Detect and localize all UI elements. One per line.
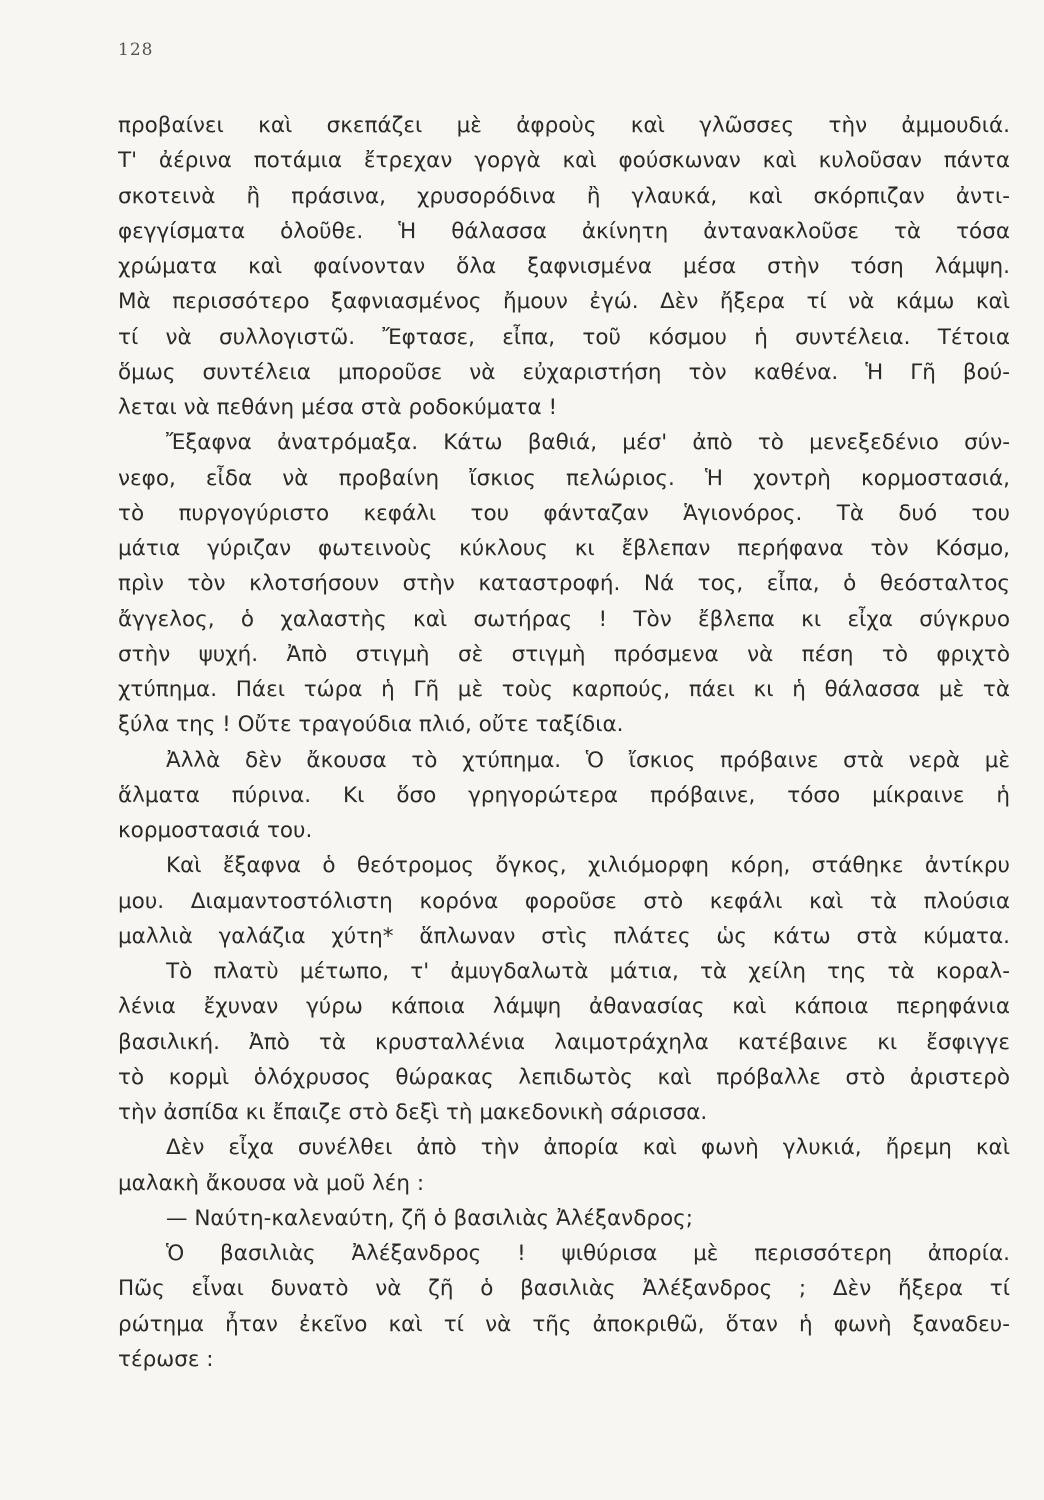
text-line: τὴν ἀσπίδα κι ἔπαιζε στὸ δεξὶ τὴ μακεδονικὴ σάρισσα. <box>118 1100 708 1125</box>
text-line: προβαίνει καὶ σκεπάζει μὲ ἀφροὺς καὶ γλῶσσες τὴν ἀμμουδιά. <box>118 113 1010 138</box>
text-line: Τ' ἀέρινα ποτάμια ἔτρεχαν γοργὰ καὶ φούσκωναν καὶ κυλοῦσαν πάντα <box>118 148 1010 174</box>
text-line: ὅμως συντέλεια μποροῦσε νὰ εὐχαριστήση τὸν καθένα. Ἡ Γῆ βού- <box>118 359 1010 385</box>
text-line: ἄγγελος, ὁ χαλαστὴς καὶ σωτήρας ! Τὸν ἔβλεπα κι εἶχα σύγκρυο <box>118 606 1010 632</box>
text-line: Μὰ περισσότερο ξαφνιασμένος ἤμουν ἐγώ. Δὲν ἤξερα τί νὰ κάμω καὶ <box>118 289 1010 315</box>
text-line: Πῶς εἶναι δυνατὸ νὰ ζῆ ὁ βασιλιὰς Ἀλέξανδρος ; Δὲν ἤξερα τί <box>118 1276 1010 1302</box>
text-line: στὴν ψυχή. Ἀπὸ στιγμὴ σὲ στιγμὴ πρόσμενα νὰ πέση τὸ φριχτὸ <box>118 641 1010 667</box>
text-line: μαλλιὰ γαλάζια χύτη* ἅπλωναν στὶς πλάτες ὡς κάτω στὰ κύματα. <box>118 923 1010 949</box>
text-line: Ἔξαφνα ἀνατρόμαξα. Κάτω βαθιά, μέσ' ἀπὸ τὸ μενεξεδένιο σύν- <box>166 430 1010 456</box>
text-line: πρὶν τὸν κλοτσήσουν στὴν καταστροφή. Νά τος, εἶπα, ὁ θεόσταλτος <box>118 571 1010 597</box>
text-line: χτύπημα. Πάει τώρα ἡ Γῆ μὲ τοὺς καρπούς, πάει κι ἡ θάλασσα μὲ τὰ <box>118 677 1010 702</box>
text-line: τὸ κορμὶ ὁλόχρυσος θώρακας λεπιδωτὸς καὶ πρόβαλλε στὸ ἀριστερὸ <box>118 1064 1010 1090</box>
text-line: λεται νὰ πεθάνη μέσα στὰ ροδοκύματα ! <box>118 395 558 420</box>
text-line: τὸ πυργογύριστο κεφάλι του φάνταζαν Ἁγιονόρος. Τὰ δυό του <box>118 500 1010 526</box>
text-line: νεφο, εἶδα νὰ προβαίνη ἴσκιος πελώριος. Ἡ χοντρὴ κορμοστασιά, <box>118 465 1010 491</box>
text-line: μαλακὴ ἄκουσα νὰ μοῦ λέη : <box>118 1170 425 1196</box>
text-line: Τὸ πλατὺ μέτωπο, τ' ἀμυγδαλωτὰ μάτια, τὰ χείλη της τὰ κοραλ- <box>166 959 1010 984</box>
text-line: μάτια γύριζαν φωτεινοὺς κύκλους κι ἔβλεπαν περήφανα τὸν Κόσμο, <box>118 536 1010 561</box>
text-line: ἅλματα πύρινα. Κι ὅσο γρηγορώτερα πρόβαινε, τόσο μίκραινε ἡ <box>118 782 1010 808</box>
text-line: κορμοστασιά του. <box>118 818 313 843</box>
text-line: σκοτεινὰ ἢ πράσινα, χρυσορόδινα ἢ γλαυκά, καὶ σκόρπιζαν ἀντι- <box>118 183 1010 209</box>
text-line: — Ναύτη-καλεναύτη, ζῆ ὁ βασιλιὰς Ἀλέξανδρος; <box>166 1205 694 1231</box>
text-line: ξύλα της ! Οὔτε τραγούδια πλιό, οὔτε ταξίδια. <box>118 712 624 738</box>
text-line: Καὶ ἔξαφνα ὁ θεότρομος ὄγκος, χιλιόμορφη κόρη, στάθηκε ἀντίκρυ <box>166 853 1010 879</box>
text-line: λένια ἔχυναν γύρω κάποια λάμψη ἀθανασίας καὶ κάποια περηφάνια <box>118 994 1010 1020</box>
text-line: τί νὰ συλλογιστῶ. Ἔφτασε, εἶπα, τοῦ κόσμου ἡ συντέλεια. Τέτοια <box>118 324 1010 350</box>
text-line: τέρωσε : <box>118 1346 214 1372</box>
text-line: βασιλική. Ἀπὸ τὰ κρυσταλλένια λαιμοτράχηλα κατέβαινε κι ἔσφιγγε <box>118 1029 1010 1055</box>
text-line: Δὲν εἶχα συνέλθει ἀπὸ τὴν ἀπορία καὶ φωνὴ γλυκιά, ἤρεμη καὶ <box>166 1135 1010 1161</box>
text-line: χρώματα καὶ φαίνονταν ὅλα ξαφνισμένα μέσα στὴν τόση λάμψη. <box>118 254 1010 279</box>
text-line: ρώτημα ἦταν ἐκεῖνο καὶ τί νὰ τῆς ἀποκριθῶ, ὅταν ἡ φωνὴ ξαναδευ- <box>118 1311 1010 1337</box>
text-line: Ἀλλὰ δὲν ἄκουσα τὸ χτύπημα. Ὁ ἴσκιος πρόβαινε στὰ νερὰ μὲ <box>166 747 1010 773</box>
page-number: 128 <box>118 40 154 60</box>
text-line: φεγγίσματα ὁλοῦθε. Ἡ θάλασσα ἀκίνητη ἀντανακλοῦσε τὰ τόσα <box>118 218 1010 244</box>
text-line: μου. Διαμαντοστόλιστη κορόνα φοροῦσε στὸ κεφάλι καὶ τὰ πλούσια <box>118 888 1010 914</box>
text-line: Ὁ βασιλιὰς Ἀλέξανδρος ! ψιθύρισα μὲ περισσότερη ἀπορία. <box>166 1241 1010 1266</box>
body-text <box>118 108 1010 1377</box>
